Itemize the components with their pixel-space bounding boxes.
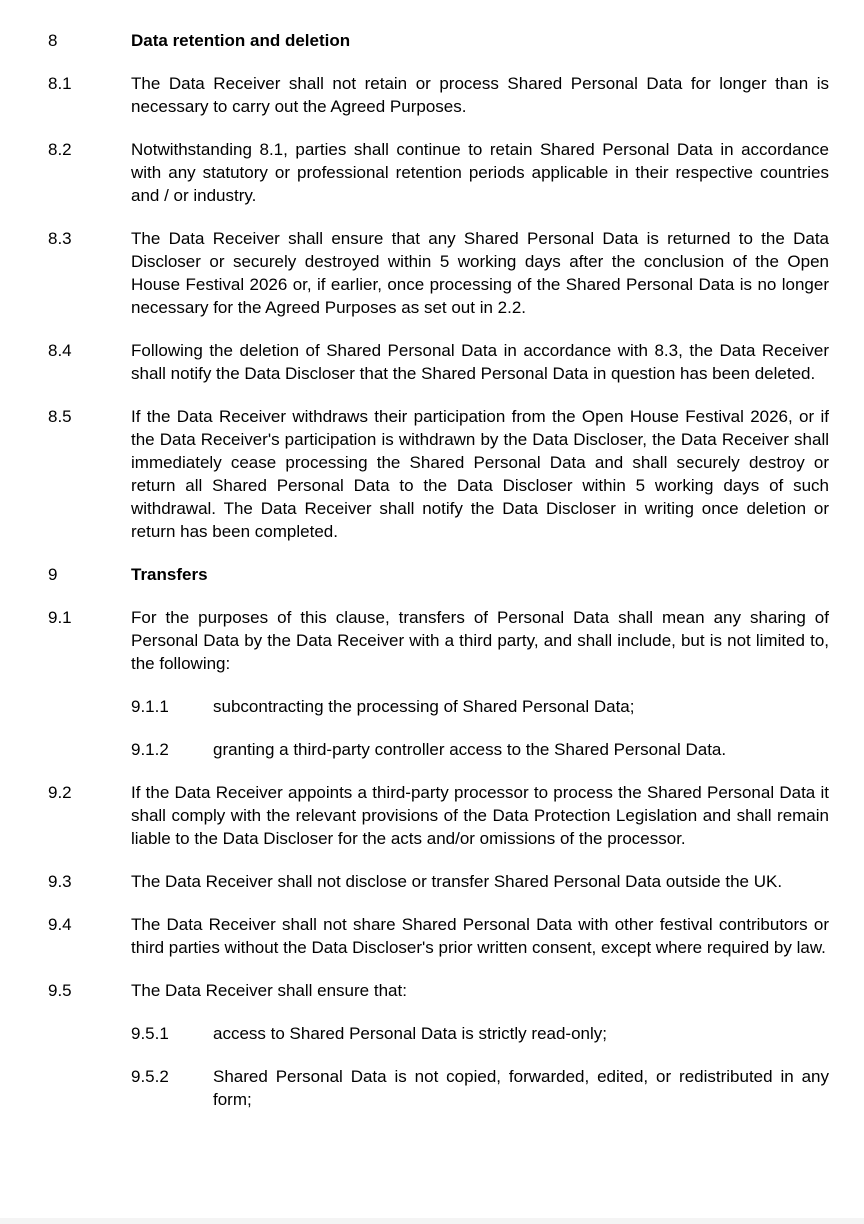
section-number: 8 xyxy=(48,31,58,50)
clause-text: Notwithstanding 8.1, parties shall continue to retain Shared Personal Data in accordance with any statutory or professional retention periods applicable in their respective countries and / or industry. xyxy=(131,140,829,205)
clause-number: 9.3 xyxy=(48,872,72,891)
section-title: Transfers xyxy=(131,565,208,584)
clause-text: If the Data Receiver appoints a third-party processor to process the Shared Personal Data it shall comply with the relevant provisions of the Data Protection Legislation and shall remain liable to the Data Discloser for the acts and/or omissions of the processor. xyxy=(131,783,829,848)
clause xyxy=(0,979,864,1002)
sub-clause xyxy=(0,695,864,718)
clause-number: 8.5 xyxy=(48,407,72,426)
clause xyxy=(0,339,864,385)
clause xyxy=(0,227,864,319)
sub-clause-number: 9.5.2 xyxy=(131,1067,169,1086)
clause-number: 8.4 xyxy=(48,341,72,360)
sub-clause-text: granting a third-party controller access to the Shared Personal Data. xyxy=(213,740,727,759)
clause xyxy=(0,870,864,893)
sub-clause xyxy=(0,738,864,761)
clause xyxy=(0,138,864,207)
sub-clause-number: 9.1.1 xyxy=(131,697,169,716)
sub-clause-text: access to Shared Personal Data is strictly read-only; xyxy=(213,1024,608,1043)
clause-number: 8.2 xyxy=(48,140,72,159)
clause xyxy=(0,913,864,959)
section-heading xyxy=(0,563,864,586)
sub-clause xyxy=(0,1022,864,1045)
clause-text: For the purposes of this clause, transfers of Personal Data shall mean any sharing of Personal Data by the Data Receiver with a third party, and shall include, but is not limited to, the following: xyxy=(131,608,829,673)
clause xyxy=(0,72,864,118)
clause xyxy=(0,781,864,850)
clause xyxy=(0,405,864,543)
section-title: Data retention and deletion xyxy=(131,31,351,50)
sub-clause-text: subcontracting the processing of Shared Personal Data; xyxy=(213,697,635,716)
section-number: 9 xyxy=(48,565,58,584)
clause-number: 9.2 xyxy=(48,783,72,802)
clause-number: 8.1 xyxy=(48,74,72,93)
clause-number: 9.5 xyxy=(48,981,72,1000)
sub-clause-number: 9.5.1 xyxy=(131,1024,169,1043)
clause-number: 9.4 xyxy=(48,915,72,934)
clause xyxy=(0,606,864,675)
clause-number: 9.1 xyxy=(48,608,72,627)
sub-clause xyxy=(0,1065,864,1111)
clause-text: The Data Receiver shall not disclose or transfer Shared Personal Data outside the UK. xyxy=(131,872,783,891)
document-page xyxy=(0,29,864,1131)
page-bottom-edge xyxy=(0,1218,864,1224)
clause-text: The Data Receiver shall ensure that any Shared Personal Data is returned to the Data Discloser or securely destroyed within 5 working days after the conclusion of the Open House Festival 2026 or, if earlier, once processing of the Shared Personal Data is no longer necessary for the Agreed Purposes as set out in 2.2. xyxy=(131,229,829,317)
sub-clause-number: 9.1.2 xyxy=(131,740,169,759)
clause-text: If the Data Receiver withdraws their participation from the Open House Festival 2026, or if the Data Receiver's participation is withdrawn by the Data Discloser, the Data Receiver shall immediately cease processing the Shared Personal Data and shall securely destroy or return all Shared Personal Data to the Data Discloser within 5 working days of such withdrawal. The Data Receiver shall notify the Data Discloser in writing once deletion or return has been completed. xyxy=(131,407,829,541)
clause-number: 8.3 xyxy=(48,229,72,248)
sub-clause-text: Shared Personal Data is not copied, forwarded, edited, or redistributed in any form; xyxy=(213,1067,829,1109)
clause-text: The Data Receiver shall ensure that: xyxy=(131,981,407,1000)
clause-text: Following the deletion of Shared Personal Data in accordance with 8.3, the Data Receiver shall notify the Data Discloser that the Shared Personal Data in question has been deleted. xyxy=(131,341,829,383)
clause-text: The Data Receiver shall not share Shared Personal Data with other festival contributors or third parties without the Data Discloser's prior written consent, except where required by law. xyxy=(131,915,829,957)
clause-text: The Data Receiver shall not retain or process Shared Personal Data for longer than is necessary to carry out the Agreed Purposes. xyxy=(131,74,829,116)
section-heading xyxy=(0,29,864,52)
